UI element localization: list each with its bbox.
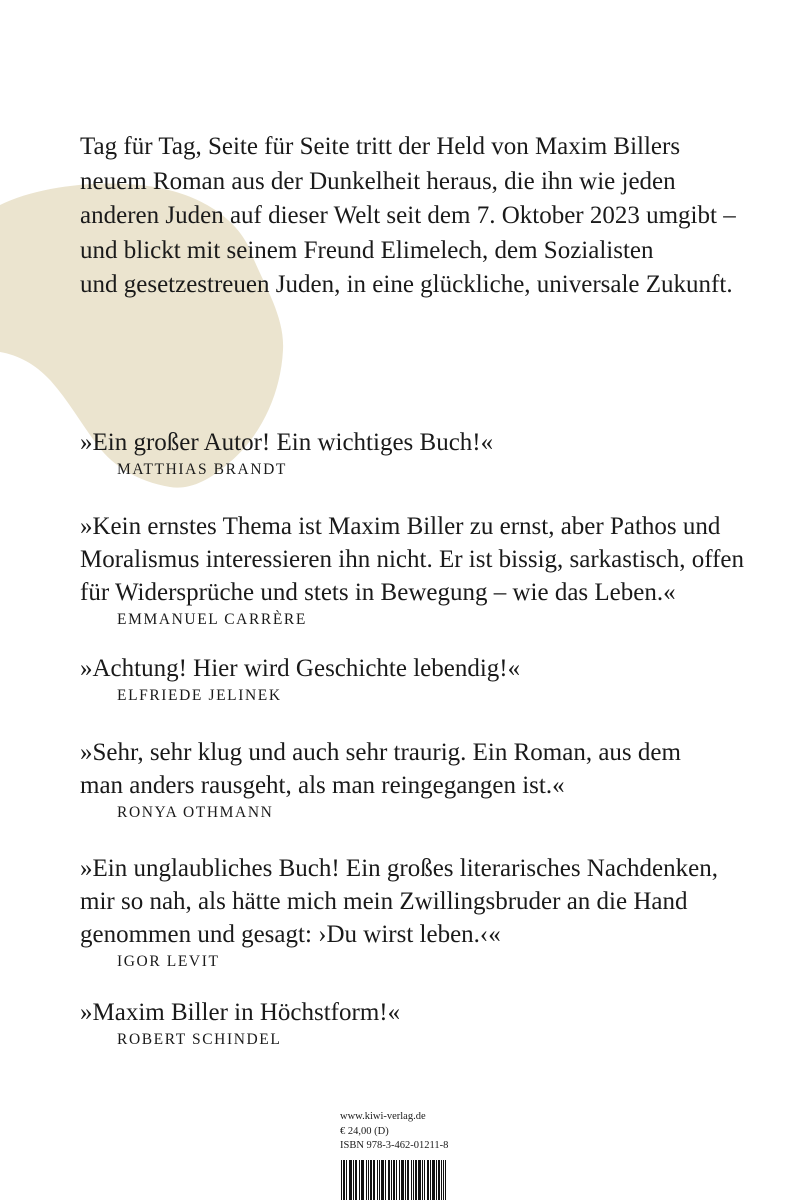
barcode-bar — [428, 1160, 429, 1200]
barcode-bar — [403, 1160, 404, 1200]
barcode-bar — [374, 1160, 375, 1200]
barcode-bar — [366, 1160, 367, 1200]
barcode-bar — [349, 1160, 350, 1200]
barcode-bar — [422, 1160, 423, 1200]
barcode-bar — [436, 1160, 437, 1200]
barcode-bar — [411, 1160, 412, 1200]
barcode-bar — [434, 1160, 435, 1200]
barcode-bar — [351, 1160, 352, 1200]
quote-text — [80, 852, 718, 951]
barcode-bar — [402, 1160, 403, 1200]
quote-author: ROBERT SCHINDEL — [117, 1031, 282, 1048]
barcode-bar — [346, 1160, 347, 1200]
quote-line: »Maxim Biller in Höchstform!« — [80, 999, 401, 1026]
quote-line: »Kein ernstes Thema ist Maxim Biller zu ernst, aber Pathos und — [80, 513, 721, 540]
barcode-bar — [353, 1160, 354, 1200]
blurb-line: anderen Juden auf dieser Welt seit dem 7. Oktober 2023 umgibt – — [80, 202, 736, 229]
quote-line: für Widersprüche und stets in Bewegung – wie das Leben.« — [80, 579, 676, 606]
blurb-line: und blickt mit seinem Freund Elimelech, dem Sozialisten — [80, 236, 654, 264]
quote-text — [80, 996, 400, 1029]
barcode-bar — [405, 1160, 406, 1200]
quote-author: IGOR LEVIT — [117, 953, 220, 970]
barcode-bar — [363, 1160, 364, 1200]
barcode-bar — [393, 1160, 394, 1200]
blurb-line: neuem Roman aus der Dunkelheit heraus, die ihn wie jeden — [80, 167, 676, 195]
quote-line: Moralismus interessieren ihn nicht. Er ist bissig, sarkastisch, offen — [80, 546, 745, 573]
quote-text — [80, 510, 744, 609]
barcode-bar — [399, 1160, 400, 1200]
barcode-bar — [445, 1160, 446, 1200]
imprint — [340, 1110, 460, 1154]
quote-line: »Achtung! Hier wird Geschichte lebendig!« — [80, 655, 521, 682]
barcode-bar — [443, 1160, 444, 1200]
barcode-bar — [361, 1160, 362, 1200]
barcode-bar — [407, 1160, 408, 1200]
barcode-bar — [355, 1160, 356, 1200]
quote-author: RONYA OTHMANN — [117, 804, 274, 821]
barcode-bar — [419, 1160, 420, 1200]
barcode-bar — [383, 1160, 384, 1200]
barcode-bar — [391, 1160, 392, 1200]
barcode-bar — [420, 1160, 421, 1200]
barcode-bar — [388, 1160, 389, 1200]
quote-text — [80, 736, 681, 802]
quote-line: genommen und gesagt: ›Du wirst leben.‹« — [80, 921, 501, 948]
barcode-bar — [430, 1160, 431, 1200]
quote-item — [80, 652, 520, 707]
quote-author: EMMANUEL CARRÈRE — [117, 611, 307, 628]
quote-item — [80, 996, 400, 1051]
barcode — [341, 1160, 447, 1200]
quote-item — [80, 736, 681, 824]
quote-text — [80, 426, 493, 459]
barcode-bar — [433, 1160, 434, 1200]
quote-author: ELFRIEDE JELINEK — [117, 687, 282, 704]
barcode-bar — [382, 1160, 383, 1200]
barcode-bar — [350, 1160, 351, 1200]
publisher-website: www.kiwi-verlag.de — [340, 1111, 426, 1122]
barcode-bar — [416, 1160, 417, 1200]
blurb-text — [80, 130, 760, 303]
barcode-bar — [370, 1160, 371, 1200]
quote-author: MATTHIAS BRANDT — [117, 461, 287, 478]
price: € 24,00 (D) — [340, 1125, 389, 1137]
barcode-bar — [408, 1160, 409, 1200]
quote-line: »Sehr, sehr klug und auch sehr traurig. Ein Roman, aus dem — [80, 739, 681, 766]
quote-line: man anders rausgeht, als man reingegangen ist.« — [80, 772, 565, 799]
barcode-bar — [396, 1160, 397, 1200]
barcode-bar — [427, 1160, 428, 1200]
barcode-bar — [438, 1160, 439, 1200]
barcode-bar — [441, 1160, 442, 1200]
quote-line: mir so nah, als hätte mich mein Zwillingsbruder an die Hand — [80, 888, 688, 915]
barcode-bar — [385, 1160, 386, 1200]
barcode-bar — [373, 1160, 374, 1200]
quote-line: »Ein großer Autor! Ein wichtiges Buch!« — [80, 429, 494, 456]
quote-line: »Ein unglaubliches Buch! Ein großes literarisches Nachdenken, — [80, 855, 719, 882]
quote-item — [80, 510, 744, 631]
barcode-bar — [413, 1160, 414, 1200]
barcode-bar — [343, 1160, 344, 1200]
quote-text — [80, 652, 520, 685]
barcode-bar — [362, 1160, 363, 1200]
barcode-bar — [401, 1160, 402, 1200]
barcode-bar — [415, 1160, 416, 1200]
barcode-bar — [377, 1160, 378, 1200]
blurb-line: Tag für Tag, Seite für Seite tritt der Held von Maxim Billers — [80, 133, 681, 160]
barcode-bar — [389, 1160, 390, 1200]
barcode-bar — [439, 1160, 440, 1200]
blurb-line: und gesetzestreuen Juden, in eine glückliche, universale Zukunft. — [80, 271, 733, 298]
barcode-bar — [432, 1160, 433, 1200]
barcode-bar — [344, 1160, 345, 1200]
barcode-bar — [341, 1160, 342, 1200]
barcode-bar — [424, 1160, 425, 1200]
barcode-bar — [418, 1160, 419, 1200]
barcode-bar — [394, 1160, 395, 1200]
barcode-bar — [359, 1160, 360, 1200]
quote-item — [80, 852, 718, 973]
isbn: ISBN 978-3-462-01211-8 — [340, 1140, 449, 1151]
barcode-bar — [379, 1160, 380, 1200]
barcode-bar — [356, 1160, 357, 1200]
barcode-bar — [381, 1160, 382, 1200]
barcode-bar — [368, 1160, 369, 1200]
quote-item — [80, 426, 493, 481]
barcode-bar — [371, 1160, 372, 1200]
